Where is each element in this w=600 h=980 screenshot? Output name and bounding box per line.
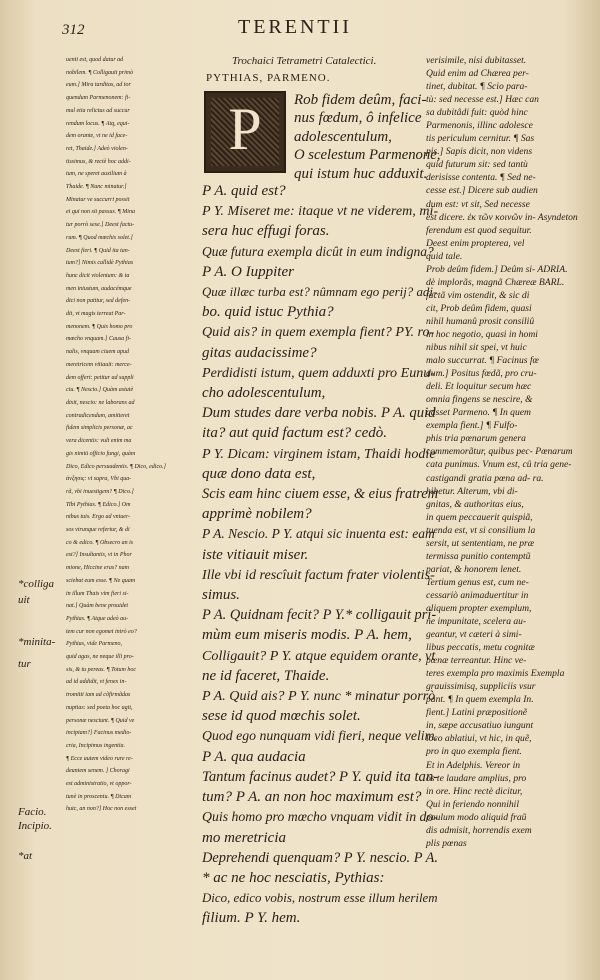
verse-line: Dico, edico vobis, nostrum esse illum herilem: [202, 891, 438, 906]
commentary-line: ad id addidit, vt fenex in-: [66, 679, 127, 686]
commentary-line: cessariò animaduertitur in: [426, 589, 529, 601]
verse-line: filium. P Y. hem.: [202, 910, 301, 927]
verse-line: qui istum huc adduxit.: [294, 165, 428, 182]
commentary-line: Tibi Pythias. ¶ Edico.] Om: [66, 501, 131, 508]
verse-line: Quæ futura exempla dicût in eum indigna?: [202, 243, 434, 259]
verse-line: O scelestum Parmenone,: [294, 147, 441, 164]
commentary-line: quid agas, ne neque illi pro-: [66, 654, 134, 661]
commentary-line: in, sæpe accusatiuo iungunt: [426, 720, 534, 732]
commentary-line: est administratio, vt oppor-: [66, 781, 132, 788]
margin-note: Facio.: [18, 806, 47, 818]
dialogue-lines: [202, 181, 439, 929]
commentary-line: dè implorãs, magnã Chæreæ BARL.: [426, 276, 565, 288]
commentary-line: phis tria pœnarum genera: [426, 433, 526, 445]
commentary-line: Parmenonis, illinc adolesce: [426, 120, 533, 132]
commentary-line: quendum Parmenonem: fi-: [66, 95, 131, 102]
commentary-line: personæ nesciunt. ¶ Quid ve: [66, 717, 135, 724]
commentary-line: ἀνξησις: vt supra, Vbi qua-: [66, 476, 132, 483]
verse-line: P A. O Iuppiter: [202, 263, 294, 280]
commentary-line: tum, ne speret auxilium à: [66, 171, 127, 178]
commentary-line: tum?] Nimis callidè Pythias: [66, 260, 134, 267]
commentary-line: aliquem propter exemplum,: [426, 602, 532, 614]
commentary-line: rendum locus. ¶ Atq, equi-: [66, 120, 130, 127]
commentary-line: Quid enim ad Chærea per-: [426, 68, 529, 80]
commentary-line: menonem. ¶ Quis homo pro: [66, 323, 133, 330]
commentary-line: ferendum est quod sequitur.: [426, 224, 532, 236]
commentary-line: pis.] Sapis dicit, non videns: [426, 146, 533, 158]
verse-line: Quis homo pro mœcho vnquam vidit in do-: [202, 809, 438, 825]
commentary-line: gnitas, & authoritas eius,: [426, 498, 524, 510]
verse-line: P A. Quid ais? P Y. nunc * minatur porrò: [202, 688, 436, 705]
right-commentary-column: [426, 54, 578, 850]
margin-note: *at: [18, 850, 33, 862]
verse-line: ne id faceret, Thaide.: [202, 667, 330, 684]
commentary-line: derisisse contenta. ¶ Sed ne-: [426, 172, 536, 184]
commentary-line: tissimus, & rectè hoc addi-: [66, 158, 131, 165]
verse-line: quæ dono data est,: [202, 465, 316, 482]
commentary-line: in hoc negotio, quasi in homi: [426, 328, 538, 340]
commentary-line: adsset Parmeno. ¶ In quem: [426, 407, 531, 419]
opening-lines: [294, 91, 441, 183]
commentary-line: pœnæ terreantur. Hinc ve-: [426, 655, 527, 667]
margin-note: *colliga: [18, 578, 55, 590]
commentary-line: dis admisit, horrendis exem: [426, 824, 532, 836]
verse-line: gitas audacissime?: [202, 344, 317, 361]
commentary-line: plis pœnas: [426, 837, 467, 849]
commentary-line: co & edico. ¶ Obsecro an is: [66, 539, 134, 546]
commentary-line: factã vim ostendit, & sic di: [426, 289, 530, 301]
commentary-line: meretricem vitiauit: merce-: [66, 361, 132, 368]
commentary-line: cit, Prob deûm fidem, quasi: [426, 302, 532, 314]
verse-line: adolescentulum,: [294, 128, 392, 145]
commentary-line: rã, vbi inuestigem? ¶ Dico.]: [66, 488, 134, 495]
commentary-line: tromitti iam ad cõfirmãdas: [66, 692, 131, 699]
commentary-line: tunè in prosceniu. ¶ Dicam: [66, 793, 132, 800]
commentary-line: sciebat eum esse. ¶ Ne quam: [66, 577, 136, 584]
commentary-line: geantur, vt cæteri à simi-: [426, 629, 522, 641]
verse-line: Rob fidem deûm, faci-: [294, 92, 427, 108]
commentary-line: sa dubitâdi fuit: quòd hinc: [426, 107, 528, 119]
verse-line: Scis eam hinc ciuem esse, & eius fratrem: [202, 486, 439, 503]
commentary-line: hunc dicit violentum: & ta: [66, 272, 130, 279]
commentary-line: hibetur. Alterum, vbi di-: [426, 485, 518, 497]
commentary-line: rum. ¶ Quod mœchis solet.]: [66, 234, 133, 241]
commentary-line: tù: sed necesse est.] Hæc can: [426, 94, 539, 106]
verse-line: Quod ego nunquam vidi fieri, neque velim.: [202, 728, 439, 744]
verse-line: * ac ne hoc nesciatis, Pythias:: [202, 869, 385, 886]
verse-line: Tantum facinus audet? P Y. quid ita tan-: [202, 768, 439, 785]
commentary-line: fidem simplicis personæ, ac: [66, 425, 133, 432]
verse-line: sera huc effugi foras.: [202, 223, 330, 240]
verse-line: Perdidisti istum, quem adduxti pro Eunu-: [202, 364, 436, 381]
verse-line: apprimè nobilem?: [202, 506, 312, 523]
verse-line: nus fœdum, ô infelice: [294, 110, 422, 127]
commentary-line: tinet, dubitat. ¶ Scio para-: [426, 81, 528, 93]
commentary-line: nat.] Quàm bene prouidet: [66, 603, 129, 610]
commentary-line: termissa punitio contemptũ: [426, 550, 531, 562]
commentary-line: cria, Incipimus ingentia.: [66, 742, 125, 749]
commentary-line: ret, Thaide.] Adeò violen-: [66, 145, 128, 152]
commentary-line: in illum Thais vim fieri si-: [66, 590, 129, 597]
commentary-line: pro in quo exempla fient.: [426, 746, 522, 758]
margin-note: tur: [18, 658, 31, 670]
commentary-line: nihil humanû prosit consiliû: [426, 315, 535, 327]
verse-line: mo meretricia: [202, 829, 287, 846]
commentary-line: sos vtrunque refertur, & di: [66, 527, 130, 534]
page-header: [0, 10, 600, 40]
commentary-line: grauissimisq, suppliciis vsur: [426, 681, 536, 693]
verse-line: bo. quid istuc Pythia?: [202, 304, 334, 321]
commentary-line: sis, & tu pereas. ¶ Totum hoc: [66, 666, 137, 673]
commentary-line: cata punimus. Vnum est, cû tria gene-: [426, 459, 572, 471]
commentary-line: nuptias: sed poeta hoc agit,: [66, 704, 133, 711]
meter-heading: Trochaici Tetrametri Catalectici.: [232, 55, 377, 67]
initial-letter: P: [228, 96, 262, 162]
commentary-line: verisimile, nisi dubitasset.: [426, 55, 527, 66]
commentary-line: tuenda est, vt si consilium la: [426, 524, 536, 536]
commentary-line: Minatur ve succurri possit: [66, 196, 130, 203]
verse-line: Dum studes dare verba nobis. P A. quid: [202, 405, 436, 422]
commentary-line: dixit, nescio: ne laborans ad: [66, 399, 135, 406]
character-list: PYTHIAS, PARMENO.: [206, 72, 331, 84]
verse-line: simus.: [202, 587, 240, 604]
commentary-line: cesse est.] Dicere sub audien: [426, 185, 538, 197]
commentary-line: Prob deûm fidem.] Deûm si- ADRIA.: [426, 263, 568, 275]
commentary-line: huic, an non?] Hoc non esset: [66, 806, 137, 813]
commentary-line: omnia fingens se nescire, &: [426, 394, 533, 406]
verse-line: Quæ illæc turba est? nûmnam ego perij? adi-: [202, 285, 438, 300]
commentary-line: paulum modo aliquid fraũ: [426, 811, 527, 823]
page-number: 312: [62, 22, 85, 38]
verse-line: P Y. Dicam: virginem istam, Thaidi hodie: [202, 445, 436, 462]
commentary-line: mul etia relictus ad succur: [66, 107, 130, 114]
commentary-line: quid futurum sit: sed tantù: [426, 159, 528, 171]
verse-line: Ille vbi id rescîuit factum frater violentis-: [202, 566, 435, 583]
margin-note: *minita-: [18, 636, 56, 648]
commentary-line: tem cur non egomet intrò eo?: [66, 628, 137, 635]
commentary-line: Tertium genus est, cum ne-: [426, 576, 529, 588]
commentary-line: dici non patitur, sed defen-: [66, 298, 131, 305]
commentary-line: castigandi gratia pœna ad- ra.: [426, 472, 544, 484]
commentary-line: os te laudare amplius, pro: [426, 772, 527, 784]
verse-line: P A. quid est?: [202, 183, 286, 199]
verse-line: ita? aut quid factum est? cedò.: [202, 425, 387, 442]
commentary-line: sersit, ut sententiam, ne præ: [426, 537, 535, 549]
commentary-line: dem orante, vt ne id face-: [66, 133, 128, 140]
margin-note: uit: [18, 594, 30, 606]
verse-line: Colligauit? P Y. atque equidem orante, vt: [202, 647, 436, 664]
commentary-line: nobilem. ¶ Colligauit primò: [66, 69, 134, 76]
commentary-line: dum est: vt sit, Sed necesse: [426, 198, 530, 210]
commentary-line: contradicendum, amitteret: [66, 412, 130, 419]
left-commentary-column: [66, 54, 206, 816]
verse-line: Deprehendi quenquam? P Y. nescio. P A.: [202, 849, 438, 866]
commentary-line: incipiam?] Facinus medio-: [66, 730, 132, 737]
commentary-line: deli. Et loquitur secum hæc: [426, 381, 532, 393]
commentary-line: nalis, vnquam ciuem apud: [66, 349, 129, 356]
commentary-line: pant. ¶ In quem exempla In.: [426, 694, 534, 706]
verse-line: cho adolescentulum,: [202, 385, 326, 402]
commentary-line: Deest enim propterea, vel: [426, 237, 525, 249]
verse-line: P A. Nescio. P Y. atqui sic inuenta est: eam: [202, 526, 435, 542]
commentary-line: Qui in feriendo nonnihil: [426, 798, 520, 810]
commentary-line: mione, Hiccine eras? nam: [66, 565, 129, 572]
commentary-line: commemorãtur, quibus pec- Pœnarum: [426, 446, 573, 458]
commentary-line: pariat, & honorem lenet.: [426, 563, 522, 575]
commentary-line: nibus tuis. Ergo ad vniuer-: [66, 514, 131, 521]
commentary-line: est dicere. ἐκ τῶν κοινῶν in- Asyndeton: [426, 211, 578, 223]
commentary-line: libus peccatis, metu cognitæ: [426, 642, 535, 654]
verse-line: Quid ais? in quem exempla fient? PY. ro-: [202, 324, 435, 341]
commentary-line: in quem peccauerit quispiã,: [426, 511, 533, 523]
commentary-line: in ore. Hinc rectè dicitur,: [426, 785, 523, 797]
commentary-line: est?] Insultantis, vt in Phor: [66, 552, 132, 559]
commentary-line: eum.] Mira tarditas, ad tor: [66, 82, 131, 89]
commentary-line: quid tale.: [426, 250, 463, 262]
commentary-line: mœcho vnquam.] Causa fi-: [66, 336, 131, 343]
commentary-line: ei qui non sit passus. ¶ Mina: [66, 209, 135, 216]
play-text-column: [202, 54, 441, 929]
commentary-line: exempla fient.] ¶ Fulfo-: [426, 420, 518, 432]
verse-line: sese id quod mœchis solet.: [202, 708, 361, 725]
commentary-line: loco ablatiui, vt hic, in quẽ,: [426, 733, 532, 745]
commentary-line: tis periculum cernitur. ¶ Sas: [426, 133, 535, 145]
commentary-line: Deest fieri. ¶ Quid ita tan-: [66, 247, 130, 254]
commentary-line: Et in Adelphis. Vereor in: [426, 759, 521, 771]
opening-block: [202, 91, 441, 182]
commentary-line: ¶ Ecce autem video rure re-: [66, 755, 133, 762]
commentary-line: Dico, Edico persuadentis. ¶ Dico, edico.]: [66, 463, 166, 470]
commentary-line: gis nimiū officio fungi, quàm: [66, 450, 136, 457]
commentary-line: Pythias. ¶ Atque adeò au-: [66, 615, 129, 622]
commentary-line: Pythias, vide Parmeno,: [66, 641, 122, 648]
commentary-line: tur porrò sese.] Deest factu-: [66, 222, 135, 229]
commentary-line: ne impunitate, scelera au-: [426, 616, 527, 628]
commentary-line: ciu. ¶ Nescio.] Quàm astutè: [66, 387, 134, 394]
verse-line: P A. qua audacia: [202, 748, 306, 765]
commentary-line: dem offert: petitur ad suppli: [66, 374, 134, 381]
commentary-line: deuntem senem. ] Choragi: [66, 768, 130, 775]
verse-line: mùm eum miseris modis. P A. hem,: [202, 627, 412, 644]
verse-line: tum? P A. an non hoc maximum est?: [202, 789, 422, 806]
commentary-line: dit, vt magis terreat Par-: [66, 311, 126, 318]
commentary-line: dum.] Positus fœdã, pro cru-: [426, 368, 537, 380]
decorated-initial: [204, 91, 286, 173]
commentary-line: malo succurrat. ¶ Facinus fœ: [426, 355, 539, 367]
commentary-line: vera dicentis: vult enim ma: [66, 438, 132, 445]
verse-line: iste vitiauit miser.: [202, 546, 309, 563]
running-head: TERENTII: [238, 16, 352, 38]
commentary-line: men iniustum, audacémque: [66, 285, 132, 292]
verse-line: P A. Quidnam fecit? P Y.* colligauit pri-: [202, 607, 437, 624]
commentary-line: nibus nihil sit spei, vt huic: [426, 342, 527, 354]
commentary-line: fient.] Latini præpositionẽ: [426, 707, 528, 719]
margin-note: Incipio.: [18, 820, 52, 832]
verse-line: P Y. Miseret me: itaque vt ne viderem, mi-: [202, 203, 439, 220]
commentary-line: Thaide. ¶ Nunc minatur.]: [66, 184, 127, 191]
commentary-line: teres exempla pro maximis Exempla: [426, 668, 565, 680]
commentary-line: uenti est, quod datur ad: [66, 57, 124, 63]
